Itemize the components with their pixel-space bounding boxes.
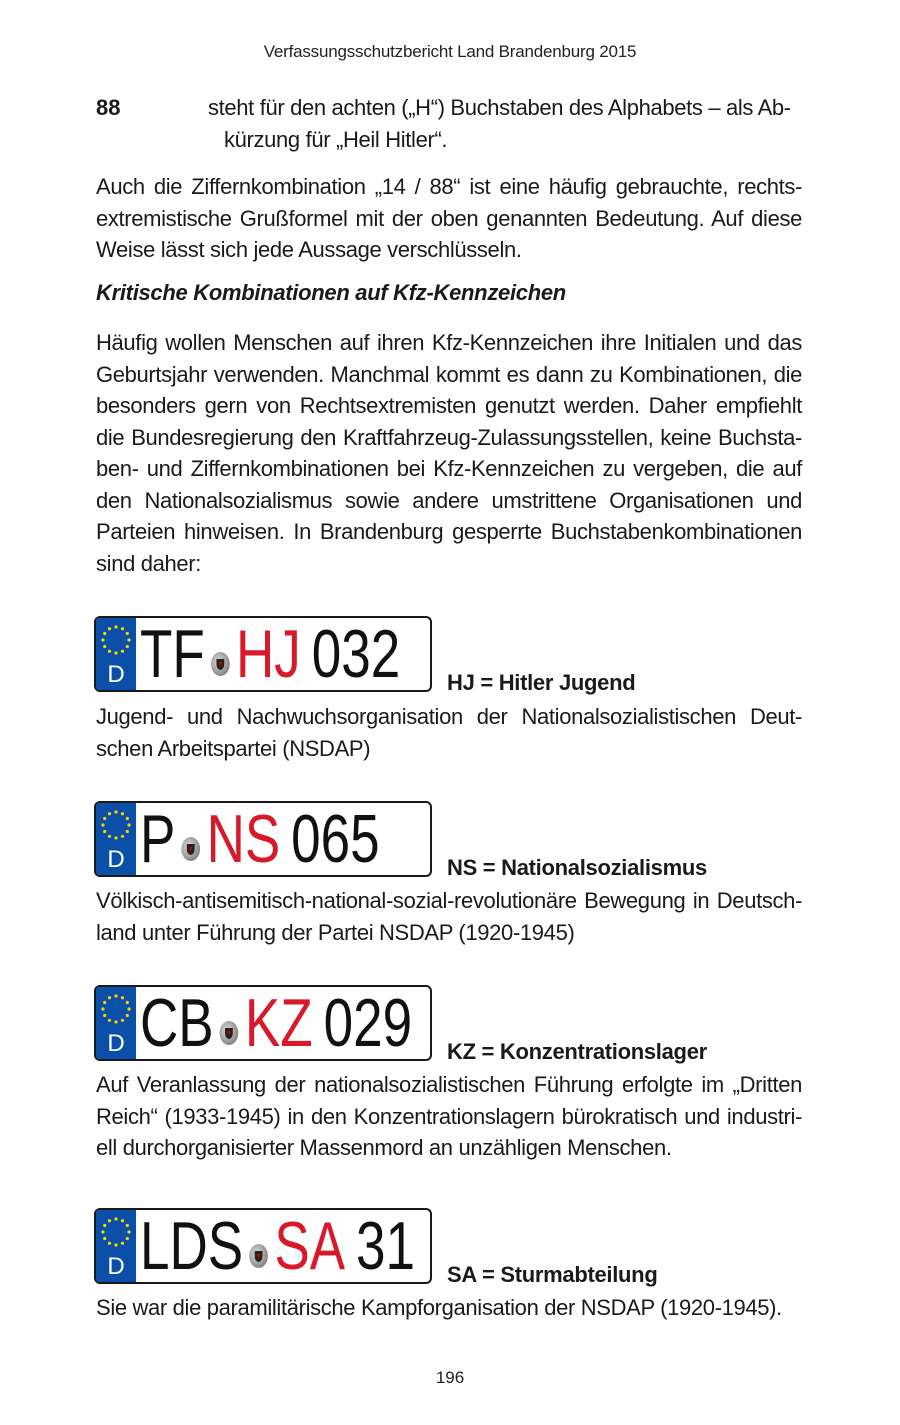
plate-description-sa: Sie war die paramilitärische Kampforganisation der NSDAP (1920-1945).	[96, 1295, 782, 1320]
plate-characters	[140, 616, 400, 692]
page-number: 196	[435, 1368, 465, 1387]
plate-digits: 065	[291, 801, 380, 877]
registration-seal-icon	[249, 1244, 268, 1268]
plate-letters: KZ	[244, 985, 313, 1061]
eu-stars-icon	[99, 992, 133, 1026]
plate-district: TF	[140, 616, 205, 692]
plate-description-ns: Völkisch-antisemitisch-national-sozial-revolutionäre Bewegung in Deutsch-land unter Führung der Partei NSDAP (1920-1945)	[96, 888, 802, 945]
plate-title-kz: KZ = Konzentrationslager	[447, 1039, 707, 1064]
plate-letters: NS	[206, 801, 281, 877]
license-plate-hj	[94, 616, 432, 692]
plate-digits: 029	[323, 985, 413, 1061]
eu-stars-icon	[99, 808, 133, 842]
plate-title-ns: NS = Nationalsozialismus	[447, 855, 707, 880]
plate-characters	[140, 985, 412, 1061]
plate-title-hj: HJ = Hitler Jugend	[447, 670, 636, 695]
license-plate-sa	[94, 1208, 432, 1284]
registration-seal-icon	[220, 1021, 239, 1045]
plate-district: LDS	[140, 1208, 244, 1284]
country-code: D	[107, 1253, 125, 1280]
code-explanation-line-1: steht für den achten („H“) Buchstaben des Alphabets – als Ab-	[208, 95, 791, 120]
country-code: D	[107, 1030, 125, 1057]
eu-stars-icon	[99, 1215, 133, 1249]
plate-digits: 032	[311, 616, 401, 692]
code-explanation-line-2: kürzung für „Heil Hitler“.	[224, 126, 448, 152]
eu-band	[96, 803, 136, 875]
license-plate-ns	[94, 801, 432, 877]
plate-district: CB	[140, 985, 214, 1061]
registration-seal-icon	[211, 652, 230, 676]
plate-characters	[140, 801, 380, 877]
plate-letters: SA	[274, 1208, 346, 1284]
code-number: 88	[96, 95, 121, 120]
code-explanation	[208, 92, 802, 155]
plate-description-kz: Auf Veranlassung der nationalsozialistischen Führung erfolgte im „Dritten Reich“ (1933-1945) in den Konzentrationslagern bürokratisch und industri-ell durchorganisierter Massenmord an unzähligen Menschen.	[96, 1072, 802, 1160]
paragraph-greeting-code: Auch die Ziffernkombination „14 / 88“ ist eine häufig gebrauchte, rechts-extremistische Grußformel mit der oben genannten Bedeutung. Auf diese Weise lässt sich jede Aussage verschlüsseln.	[96, 174, 802, 262]
paragraph-license-plates: Häufig wollen Menschen auf ihren Kfz-Kennzeichen ihre Initialen und das Geburtsjahr verwenden. Manchmal kommt es dann zu Kombinationen, die besonders gern von Rechtsextremisten genutzt werden. Daher empfiehlt die Bundesregierung den Kraftfahrzeug-Zulassungsstellen, keine Buchsta-ben- und Ziffernkombinationen bei Kfz-Kennzeichen zu vergeben, die auf den Nationalsozialismus sowie andere umstrittene Organisationen und Parteien hinweisen. In Brandenburg gesperrte Buchstabenkombinationen sind daher:	[96, 330, 802, 576]
running-header: Verfassungsschutzbericht Land Brandenburg 2015	[263, 42, 637, 61]
eu-stars-icon	[99, 623, 133, 657]
section-heading: Kritische Kombinationen auf Kfz-Kennzeichen	[96, 280, 566, 305]
plate-digits: 31	[356, 1208, 416, 1284]
plate-characters	[140, 1208, 415, 1284]
registration-seal-icon	[182, 837, 201, 861]
license-plate-kz	[94, 985, 432, 1061]
plate-description-hj: Jugend- und Nachwuchsorganisation der Nationalsozialistischen Deut-schen Arbeitspartei (NSDAP)	[96, 704, 802, 761]
plate-letters: HJ	[236, 616, 301, 692]
eu-band	[96, 618, 136, 690]
eu-band	[96, 1210, 136, 1282]
country-code: D	[107, 846, 125, 873]
plate-title-sa: SA = Sturmabteilung	[447, 1262, 658, 1287]
eu-band	[96, 987, 136, 1059]
plate-district: P	[140, 801, 176, 877]
country-code: D	[107, 661, 125, 688]
